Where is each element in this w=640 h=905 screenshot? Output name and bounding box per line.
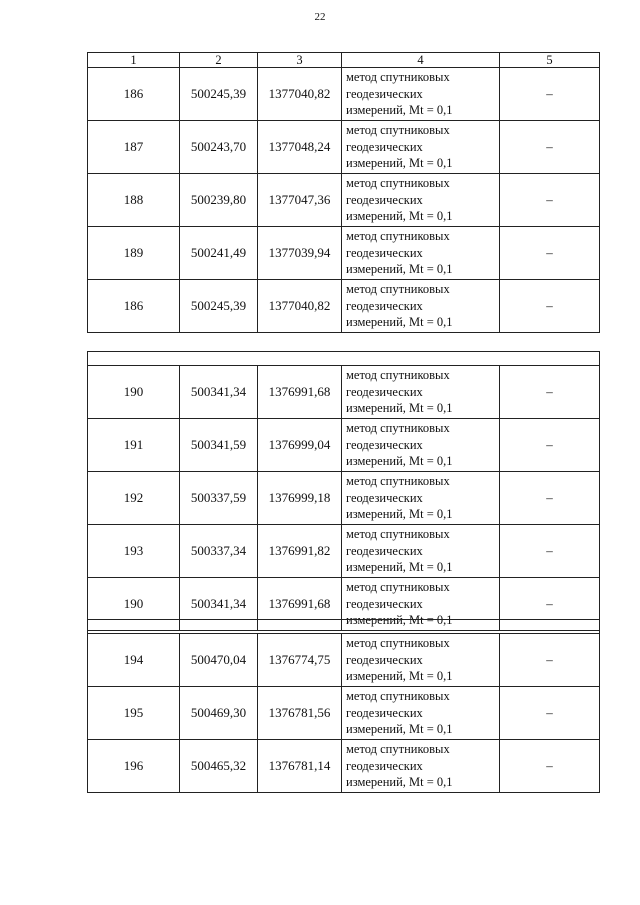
column-header: 3	[258, 53, 342, 68]
x-coordinate-cell: 500245,39	[180, 68, 258, 121]
accuracy-dash-cell: –	[500, 687, 600, 740]
column-header: 1	[88, 53, 180, 68]
method-cell	[342, 687, 500, 740]
point-number-cell: 191	[88, 419, 180, 472]
method-line: измерений, Mt = 0,1	[346, 669, 453, 684]
point-number-cell: 187	[88, 121, 180, 174]
point-number-cell: 186	[88, 280, 180, 333]
y-coordinate-cell: 1377040,82	[258, 280, 342, 333]
table-row	[88, 740, 600, 793]
accuracy-dash-cell: –	[500, 68, 600, 121]
method-line: метод спутниковых	[346, 421, 450, 436]
method-line: метод спутниковых	[346, 176, 450, 191]
x-coordinate-cell: 500469,30	[180, 687, 258, 740]
method-line: геодезических	[346, 490, 423, 505]
method-line: геодезических	[346, 298, 423, 313]
method-line: геодезических	[346, 543, 423, 558]
method-cell	[342, 525, 500, 578]
y-coordinate-cell: 1376781,56	[258, 687, 342, 740]
point-number-cell: 189	[88, 227, 180, 280]
table-row	[88, 525, 600, 578]
table-row	[88, 634, 600, 687]
method-line: измерений, Mt = 0,1	[346, 315, 453, 330]
method-line: геодезических	[346, 705, 423, 720]
x-coordinate-cell: 500341,34	[180, 366, 258, 419]
x-coordinate-cell: 500337,59	[180, 472, 258, 525]
method-line: геодезических	[346, 437, 423, 452]
accuracy-dash-cell: –	[500, 227, 600, 280]
method-line: геодезических	[346, 192, 423, 207]
x-coordinate-cell: 500241,49	[180, 227, 258, 280]
accuracy-dash-cell: –	[500, 366, 600, 419]
column-header: 4	[342, 53, 500, 68]
table-row	[88, 227, 600, 280]
x-coordinate-cell: 500470,04	[180, 634, 258, 687]
method-line: метод спутниковых	[346, 474, 450, 489]
method-line: измерений, Mt = 0,1	[346, 401, 453, 416]
method-line: метод спутниковых	[346, 689, 450, 704]
y-coordinate-cell: 1376774,75	[258, 634, 342, 687]
y-coordinate-cell: 1376991,82	[258, 525, 342, 578]
table-row	[88, 121, 600, 174]
y-coordinate-cell: 1377047,36	[258, 174, 342, 227]
y-coordinate-cell: 1377039,94	[258, 227, 342, 280]
accuracy-dash-cell: –	[500, 578, 600, 631]
method-line: метод спутниковых	[346, 580, 450, 595]
x-coordinate-cell: 500239,80	[180, 174, 258, 227]
method-line: геодезических	[346, 139, 423, 154]
method-line: измерений, Mt = 0,1	[346, 775, 453, 790]
method-line: метод спутниковых	[346, 229, 450, 244]
accuracy-dash-cell: –	[500, 419, 600, 472]
y-coordinate-cell: 1376999,18	[258, 472, 342, 525]
table-row	[88, 174, 600, 227]
method-line: метод спутниковых	[346, 636, 450, 651]
method-line: измерений, Mt = 0,1	[346, 103, 453, 118]
table-row	[88, 280, 600, 333]
column-header: 5	[500, 53, 600, 68]
method-cell	[342, 174, 500, 227]
accuracy-dash-cell: –	[500, 121, 600, 174]
method-line: метод спутниковых	[346, 282, 450, 297]
method-cell	[342, 227, 500, 280]
y-coordinate-cell: 1377048,24	[258, 121, 342, 174]
method-line: измерений, Mt = 0,1	[346, 560, 453, 575]
point-number-cell: 193	[88, 525, 180, 578]
point-number-cell: 192	[88, 472, 180, 525]
method-cell	[342, 280, 500, 333]
method-line: геодезических	[346, 86, 423, 101]
table-row	[88, 472, 600, 525]
table-row	[88, 687, 600, 740]
accuracy-dash-cell: –	[500, 740, 600, 793]
method-line: геодезических	[346, 384, 423, 399]
method-line: измерений, Mt = 0,1	[346, 613, 453, 628]
coordinates-table-continued	[87, 351, 600, 631]
table-header-row	[88, 53, 600, 68]
method-line: метод спутниковых	[346, 123, 450, 138]
method-line: измерений, Mt = 0,1	[346, 156, 453, 171]
accuracy-dash-cell: –	[500, 634, 600, 687]
method-cell	[342, 740, 500, 793]
method-cell	[342, 68, 500, 121]
coordinates-table-continued	[87, 619, 600, 793]
method-line: измерений, Mt = 0,1	[346, 209, 453, 224]
method-line: измерений, Mt = 0,1	[346, 722, 453, 737]
x-coordinate-cell: 500341,34	[180, 578, 258, 631]
point-number-cell: 195	[88, 687, 180, 740]
method-line: геодезических	[346, 245, 423, 260]
method-cell	[342, 121, 500, 174]
y-coordinate-cell: 1376999,04	[258, 419, 342, 472]
x-coordinate-cell: 500245,39	[180, 280, 258, 333]
method-line: измерений, Mt = 0,1	[346, 262, 453, 277]
table-row	[88, 419, 600, 472]
y-coordinate-cell: 1376781,14	[258, 740, 342, 793]
y-coordinate-cell: 1376991,68	[258, 366, 342, 419]
coordinates-table	[87, 52, 600, 333]
point-number-cell: 190	[88, 578, 180, 631]
column-header: 2	[180, 53, 258, 68]
method-line: метод спутниковых	[346, 368, 450, 383]
x-coordinate-cell: 500465,32	[180, 740, 258, 793]
separator-cell	[88, 620, 600, 634]
table-row	[88, 68, 600, 121]
separator-cell	[88, 352, 600, 366]
separator-row	[88, 620, 600, 634]
point-number-cell: 188	[88, 174, 180, 227]
separator-row	[88, 352, 600, 366]
page-number: 22	[314, 11, 326, 23]
method-line: геодезических	[346, 758, 423, 773]
y-coordinate-cell: 1376991,68	[258, 578, 342, 631]
accuracy-dash-cell: –	[500, 525, 600, 578]
x-coordinate-cell: 500341,59	[180, 419, 258, 472]
y-coordinate-cell: 1377040,82	[258, 68, 342, 121]
method-line: геодезических	[346, 596, 423, 611]
point-number-cell: 196	[88, 740, 180, 793]
point-number-cell: 190	[88, 366, 180, 419]
accuracy-dash-cell: –	[500, 174, 600, 227]
x-coordinate-cell: 500243,70	[180, 121, 258, 174]
method-line: измерений, Mt = 0,1	[346, 507, 453, 522]
method-line: измерений, Mt = 0,1	[346, 454, 453, 469]
accuracy-dash-cell: –	[500, 472, 600, 525]
x-coordinate-cell: 500337,34	[180, 525, 258, 578]
method-line: метод спутниковых	[346, 70, 450, 85]
table-row	[88, 366, 600, 419]
point-number-cell: 186	[88, 68, 180, 121]
point-number-cell: 194	[88, 634, 180, 687]
method-cell	[342, 472, 500, 525]
method-cell	[342, 366, 500, 419]
method-line: геодезических	[346, 652, 423, 667]
method-cell	[342, 634, 500, 687]
accuracy-dash-cell: –	[500, 280, 600, 333]
method-line: метод спутниковых	[346, 527, 450, 542]
method-cell	[342, 419, 500, 472]
method-line: метод спутниковых	[346, 742, 450, 757]
